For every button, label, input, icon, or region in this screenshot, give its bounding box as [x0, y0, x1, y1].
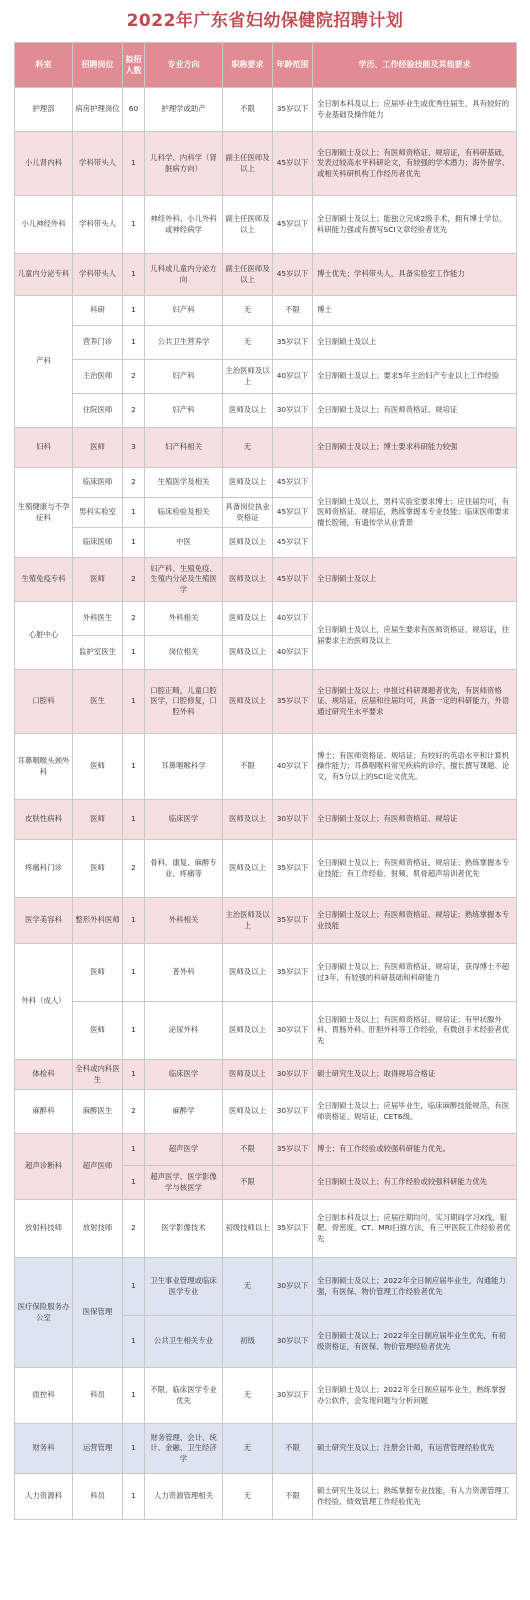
table-cell: 硕士研究生及以上；取得规培合格证 [313, 1060, 517, 1090]
table-cell: 全日制硕士及以上；2022年全日制应届毕业生，熟练掌握办公软件，会发现问题与分析问题 [313, 1368, 517, 1424]
table-cell: 无 [223, 326, 273, 360]
table-cell: 岗位相关 [145, 636, 223, 670]
table-cell: 医师 [73, 944, 123, 1002]
table-cell [273, 428, 313, 468]
table-cell: 1 [123, 1368, 145, 1424]
column-header: 学历、工作经验技能及其他要求 [313, 43, 517, 88]
table-cell: 质控科 [15, 1368, 73, 1424]
table-cell: 30岁以下 [273, 800, 313, 840]
table-cell: 医学美容科 [15, 898, 73, 944]
table-cell: 1 [123, 326, 145, 360]
table-cell: 1 [123, 1474, 145, 1520]
table-cell: 体检科 [15, 1060, 73, 1090]
table-cell: 全日制硕士及以上；申报过科研课题者优先，有医师资格证、规培证，应届和往届均可，具备一定的科研能力，外语通过研究生水平要求 [313, 670, 517, 734]
table-cell: 人力资源管理相关 [145, 1474, 223, 1520]
table-cell: 全日制硕士及以上 [313, 558, 517, 602]
table-cell: 博士优先；学科带头人，具备实验室工作能力 [313, 254, 517, 296]
table-cell: 医师及以上 [223, 468, 273, 498]
table-row [15, 944, 517, 1002]
table-cell: 1 [123, 1258, 145, 1316]
table-row [15, 840, 517, 898]
table-row [15, 394, 517, 428]
table-cell: 小儿肾内科 [15, 132, 73, 196]
table-cell: 2 [123, 1200, 145, 1258]
table-cell: 45岁以下 [273, 132, 313, 196]
table-cell: 副主任医师及以上 [223, 132, 273, 196]
table-cell: 1 [123, 132, 145, 196]
table-cell: 临床医学 [145, 800, 223, 840]
table-cell: 1 [123, 1316, 145, 1368]
table-cell: 无 [223, 1258, 273, 1316]
table-cell: 博士；有工作经验或较强科研能力优先。 [313, 1134, 517, 1166]
table-cell: 2 [123, 840, 145, 898]
table-cell: 儿童内分泌专科 [15, 254, 73, 296]
table-row [15, 1474, 517, 1520]
table-cell: 主治医师 [73, 360, 123, 394]
table-row [15, 1134, 517, 1166]
table-cell: 35岁以下 [273, 944, 313, 1002]
table-cell: 监护室医生 [73, 636, 123, 670]
table-cell: 学科带头人 [73, 196, 123, 254]
table-cell: 科员 [73, 1368, 123, 1424]
table-cell: 全日制硕士及以上，应届生要求有医师资格证、规培证，往届要求主治医师及以上 [313, 602, 517, 670]
table-cell: 外科相关 [145, 602, 223, 636]
table-cell: 医师及以上 [223, 840, 273, 898]
table-cell: 40岁以下 [273, 360, 313, 394]
table-cell: 3 [123, 428, 145, 468]
table-cell: 医师及以上 [223, 602, 273, 636]
table-cell: 医师及以上 [223, 1090, 273, 1134]
table-row [15, 898, 517, 944]
table-row [15, 558, 517, 602]
table-cell: 泌尿外科 [145, 1002, 223, 1060]
table-cell: 医师及以上 [223, 558, 273, 602]
table-cell: 30岁以下 [273, 1090, 313, 1134]
table-cell: 公共卫生营养学 [145, 326, 223, 360]
table-cell: 具备岗位执业资格证 [223, 498, 273, 528]
table-cell: 临床检验及相关 [145, 498, 223, 528]
table-cell: 医生 [73, 670, 123, 734]
table-row [15, 800, 517, 840]
table-cell: 45岁以下 [273, 468, 313, 498]
table-row [15, 1368, 517, 1424]
table-cell: 全日制硕士及以上；有医师资格证、规培证；熟练掌握本专业技能 [313, 898, 517, 944]
table-row [15, 1060, 517, 1090]
table-cell: 麻醉医生 [73, 1090, 123, 1134]
table-cell: 不限，临床医学专业优先 [145, 1368, 223, 1424]
table-cell: 放射技师 [73, 1200, 123, 1258]
table-cell: 医师及以上 [223, 1002, 273, 1060]
page-title: 2022年广东省妇幼保健院招聘计划 [126, 11, 404, 31]
table-cell: 45岁以下 [273, 528, 313, 558]
table-cell: 1 [123, 800, 145, 840]
table-cell: 小儿神经外科 [15, 196, 73, 254]
table-cell: 护理学或助产 [145, 88, 223, 132]
table-cell: 不限 [273, 1474, 313, 1520]
table-cell: 不限 [223, 1134, 273, 1166]
table-cell: 1 [123, 528, 145, 558]
table-cell: 不限 [223, 1166, 273, 1200]
table-cell: 外科医生 [73, 602, 123, 636]
table-cell: 妇产科、生殖免疫、生殖内分泌及生殖医学 [145, 558, 223, 602]
table-cell: 副主任医师及以上 [223, 254, 273, 296]
table-cell: 普外科 [145, 944, 223, 1002]
table-row [15, 734, 517, 800]
table-cell: 生殖免疫专科 [15, 558, 73, 602]
table-cell: 1 [123, 1002, 145, 1060]
table-cell: 住院医师 [73, 394, 123, 428]
table-cell: 病房护理岗位 [73, 88, 123, 132]
table-cell: 2 [123, 360, 145, 394]
table-cell: 耳鼻咽喉科学 [145, 734, 223, 800]
table-cell: 1 [123, 1166, 145, 1200]
column-header: 招聘岗位 [73, 43, 123, 88]
table-cell: 博士 [313, 296, 517, 326]
table-row [15, 326, 517, 360]
table-cell: 心脏中心 [15, 602, 73, 670]
table-cell: 2 [123, 1090, 145, 1134]
table-cell: 皮肤性病科 [15, 800, 73, 840]
table-cell: 博士；有医师资格证、规培证；有较好的英语水平和计算机操作能力；耳鼻咽喉科常见疾病的诊疗，擅长撰写课题、论文，有5分以上的SCI论文优先。 [313, 734, 517, 800]
table-cell: 全日制硕士及以上；能独立完成2级手术，拥有博士学位、科研能力强或有撰写SCI文章经验者优先 [313, 196, 517, 254]
table-row [15, 602, 517, 636]
table-cell: 35岁以下 [273, 326, 313, 360]
table-cell: 45岁以下 [273, 498, 313, 528]
table-cell: 45岁以下 [273, 196, 313, 254]
table-cell: 生殖医学及相关 [145, 468, 223, 498]
table-cell: 科研 [73, 296, 123, 326]
table-cell: 35岁以下 [273, 898, 313, 944]
table-cell: 全日制硕士及以上；有工作经验或较强科研能力优先 [313, 1166, 517, 1200]
table-cell: 全日制硕士及以上；2022年全日制应届毕业生，沟通能力强，有医保、物价管理工作经验者优先 [313, 1258, 517, 1316]
table-cell: 儿科或儿童内分泌方向 [145, 254, 223, 296]
column-header: 拟招人数 [123, 43, 145, 88]
table-row [15, 1258, 517, 1316]
table-cell: 全日制硕士及以上；有医师资格证、规培证；熟练掌握本专业技能；有工作经验、射频、肌骨超声培训者优先 [313, 840, 517, 898]
table-cell: 麻醉科 [15, 1090, 73, 1134]
table-cell: 医疗保险服务办公室 [15, 1258, 73, 1368]
table-cell: 2 [123, 394, 145, 428]
table-cell: 1 [123, 498, 145, 528]
table-cell: 全日制硕士及以上；要求5年主治妇产专业以上工作经验 [313, 360, 517, 394]
table-cell: 妇科 [15, 428, 73, 468]
table-cell: 超声医师 [73, 1134, 123, 1200]
table-cell: 1 [123, 296, 145, 326]
column-header: 专业方向 [145, 43, 223, 88]
table-cell: 医师及以上 [223, 944, 273, 1002]
table-cell: 45岁以下 [273, 558, 313, 602]
table-cell: 全日制硕士及以上；有医师资格证、规培证，获得博士不超过3年，有较强的科研基础和科研能力 [313, 944, 517, 1002]
table-row [15, 670, 517, 734]
table-cell [273, 1166, 313, 1200]
table-cell: 初级技师以上 [223, 1200, 273, 1258]
table-cell: 1 [123, 196, 145, 254]
table-cell: 初级 [223, 1316, 273, 1368]
table-cell: 全日制本科及以上；应届毕业生或优秀往届生，具有较好的专业基础及操作能力 [313, 88, 517, 132]
table-cell: 1 [123, 670, 145, 734]
table-cell: 35岁以下 [273, 670, 313, 734]
table-cell: 科员 [73, 1474, 123, 1520]
table-cell: 超声诊断科 [15, 1134, 73, 1200]
table-cell: 35岁以下 [273, 1200, 313, 1258]
table-cell: 人力资源科 [15, 1474, 73, 1520]
table-cell: 医师 [73, 1002, 123, 1060]
table-cell: 口腔科 [15, 670, 73, 734]
table-cell: 硕士研究生及以上；注册会计师，有运营管理经验优先 [313, 1424, 517, 1474]
table-cell: 医师及以上 [223, 528, 273, 558]
table-cell: 1 [123, 1134, 145, 1166]
table-cell: 2 [123, 558, 145, 602]
table-cell: 全日制硕士及以上；有医师资格证、规培证；有甲状腺外科、胃肠外科、肝胆外科等工作经验，有微创手术经验者优先 [313, 1002, 517, 1060]
table-cell: 产科 [15, 296, 73, 428]
table-cell: 医学影像技术 [145, 1200, 223, 1258]
table-cell: 外科相关 [145, 898, 223, 944]
table-cell: 1 [123, 636, 145, 670]
table-cell: 1 [123, 944, 145, 1002]
table-cell: 35岁以下 [273, 1134, 313, 1166]
table-cell: 无 [223, 296, 273, 326]
table-cell: 妇产科 [145, 360, 223, 394]
table-cell: 整形外科医师 [73, 898, 123, 944]
table-cell: 医师及以上 [223, 394, 273, 428]
table-cell: 营养门诊 [73, 326, 123, 360]
table-cell: 1 [123, 1060, 145, 1090]
table-cell: 神经外科、小儿外科或神经病学 [145, 196, 223, 254]
table-cell: 卫生事业管理或临床医学专业 [145, 1258, 223, 1316]
table-cell: 1 [123, 734, 145, 800]
table-cell: 35岁以下 [273, 840, 313, 898]
table-cell: 医师 [73, 734, 123, 800]
table-cell: 医师 [73, 428, 123, 468]
table-cell: 医保管理 [73, 1258, 123, 1368]
table-cell: 外科（成人） [15, 944, 73, 1060]
table-cell: 超声医学、医学影像学与核医学 [145, 1166, 223, 1200]
table-row [15, 296, 517, 326]
table-row [15, 196, 517, 254]
table-cell: 骨科、康复、麻醉专业、疼痛等 [145, 840, 223, 898]
table-cell: 放射科技师 [15, 1200, 73, 1258]
table-cell: 不限 [273, 296, 313, 326]
table-cell: 全日制硕士及以上，男科实验室要求博士；应往届均可，有医师资格证、规培证，熟练掌握本专业技能；临床医师要求擅长腔镜，有遗传学从业背景 [313, 468, 517, 558]
table-cell: 麻醉学 [145, 1090, 223, 1134]
table-cell: 妇产科 [145, 296, 223, 326]
table-cell: 医师及以上 [223, 636, 273, 670]
table-cell: 临床医师 [73, 468, 123, 498]
table-cell: 学科带头人 [73, 254, 123, 296]
table-cell: 40岁以下 [273, 734, 313, 800]
table-row [15, 254, 517, 296]
table-row [15, 1090, 517, 1134]
table-cell: 2 [123, 602, 145, 636]
table-cell: 妇产科相关 [145, 428, 223, 468]
table-cell: 生殖健康与不孕症科 [15, 468, 73, 558]
table-header-row [15, 43, 517, 88]
table-cell: 男科实验室 [73, 498, 123, 528]
table-row [15, 1002, 517, 1060]
table-cell: 全日制硕士及以上；博士要求科研能力较强 [313, 428, 517, 468]
table-cell: 全日制硕士及以上；有医师资格证、规培证 [313, 800, 517, 840]
table-cell: 35岁以下 [273, 88, 313, 132]
column-header: 年龄范围 [273, 43, 313, 88]
table-cell: 学科带头人 [73, 132, 123, 196]
table-cell: 30岁以下 [273, 1060, 313, 1090]
table-cell: 2 [123, 468, 145, 498]
table-row [15, 1200, 517, 1258]
table-cell: 硕士研究生及以上；熟练掌握专业技能，有人力资源管理工作经验、绩效管理工作经验优先 [313, 1474, 517, 1520]
table-cell: 医师 [73, 800, 123, 840]
table-cell: 医师及以上 [223, 800, 273, 840]
table-cell: 无 [223, 1368, 273, 1424]
table-cell: 临床医师 [73, 528, 123, 558]
table-body [15, 88, 517, 1520]
table-cell: 30岁以下 [273, 1258, 313, 1316]
table-cell: 医师 [73, 840, 123, 898]
table-cell: 副主任医师及以上 [223, 196, 273, 254]
table-cell: 全日制硕士及以上 [313, 326, 517, 360]
table-cell: 1 [123, 1424, 145, 1474]
table-cell: 40岁以下 [273, 636, 313, 670]
table-cell: 无 [223, 428, 273, 468]
table-cell: 医师 [73, 558, 123, 602]
table-cell: 口腔正畸，儿童口腔医学，口腔修复，口腔外科 [145, 670, 223, 734]
table-cell: 全科或内科医生 [73, 1060, 123, 1090]
table-row [15, 132, 517, 196]
column-header: 科室 [15, 43, 73, 88]
table-cell: 中医 [145, 528, 223, 558]
table-cell: 全日制硕士及以上；应届毕业生，临床麻醉技能规范，有医师资格证、规培证，CET6级。 [313, 1090, 517, 1134]
table-row [15, 88, 517, 132]
table-cell: 医师及以上 [223, 670, 273, 734]
table-row [15, 428, 517, 468]
table-cell: 30岁以下 [273, 1368, 313, 1424]
table-cell: 30岁以下 [273, 1316, 313, 1368]
table-cell: 运营管理 [73, 1424, 123, 1474]
table-row [15, 468, 517, 498]
table-cell: 主治医师及以上 [223, 360, 273, 394]
table-cell: 妇产科 [145, 394, 223, 428]
table-cell: 1 [123, 898, 145, 944]
table-cell: 主治医师及以上 [223, 898, 273, 944]
table-cell: 护理部 [15, 88, 73, 132]
table-cell: 财务管理、会计、统计、金融、卫生经济学 [145, 1424, 223, 1474]
table-row [15, 1424, 517, 1474]
table-cell: 公共卫生相关专业 [145, 1316, 223, 1368]
table-cell: 耳鼻咽喉头颈外科 [15, 734, 73, 800]
table-cell: 全日制硕士及以上；2022年全日制应届毕业生优先，有初级资格证，有医保、物价管理经验者优先 [313, 1316, 517, 1368]
table-cell: 不限 [223, 734, 273, 800]
table-cell: 超声医学 [145, 1134, 223, 1166]
table-cell: 30岁以下 [273, 1002, 313, 1060]
table-cell: 1 [123, 254, 145, 296]
table-cell: 疼痛科门诊 [15, 840, 73, 898]
table-cell: 财务科 [15, 1424, 73, 1474]
table-cell: 30岁以下 [273, 394, 313, 428]
table-cell: 不限 [273, 1424, 313, 1474]
table-cell: 全日制硕士及以上；有医师资格证、规培证，有科研基础，发表过较高水平科研论文，有较强的学术潜力；海外留学、或相关科研机构工作经历者优先 [313, 132, 517, 196]
table-cell: 40岁以下 [273, 602, 313, 636]
table-cell: 无 [223, 1474, 273, 1520]
table-cell: 全日制硕士及以上；有医师资格证、规培证 [313, 394, 517, 428]
column-header: 职称要求 [223, 43, 273, 88]
table-cell: 儿科学、内科学（肾脏病方向） [145, 132, 223, 196]
table-cell: 无 [223, 1424, 273, 1474]
table-cell: 临床医学 [145, 1060, 223, 1090]
table-cell: 全日制本科及以上；应届往期均可，实习期间学习X线、钼靶、骨密度、CT、MRI扫描方法，有三甲医院工作经验者优先 [313, 1200, 517, 1258]
recruitment-table [14, 42, 517, 1520]
table-cell: 60 [123, 88, 145, 132]
table-cell: 不限 [223, 88, 273, 132]
table-cell: 医师及以上 [223, 1060, 273, 1090]
table-cell: 45岁以下 [273, 254, 313, 296]
table-row [15, 360, 517, 394]
